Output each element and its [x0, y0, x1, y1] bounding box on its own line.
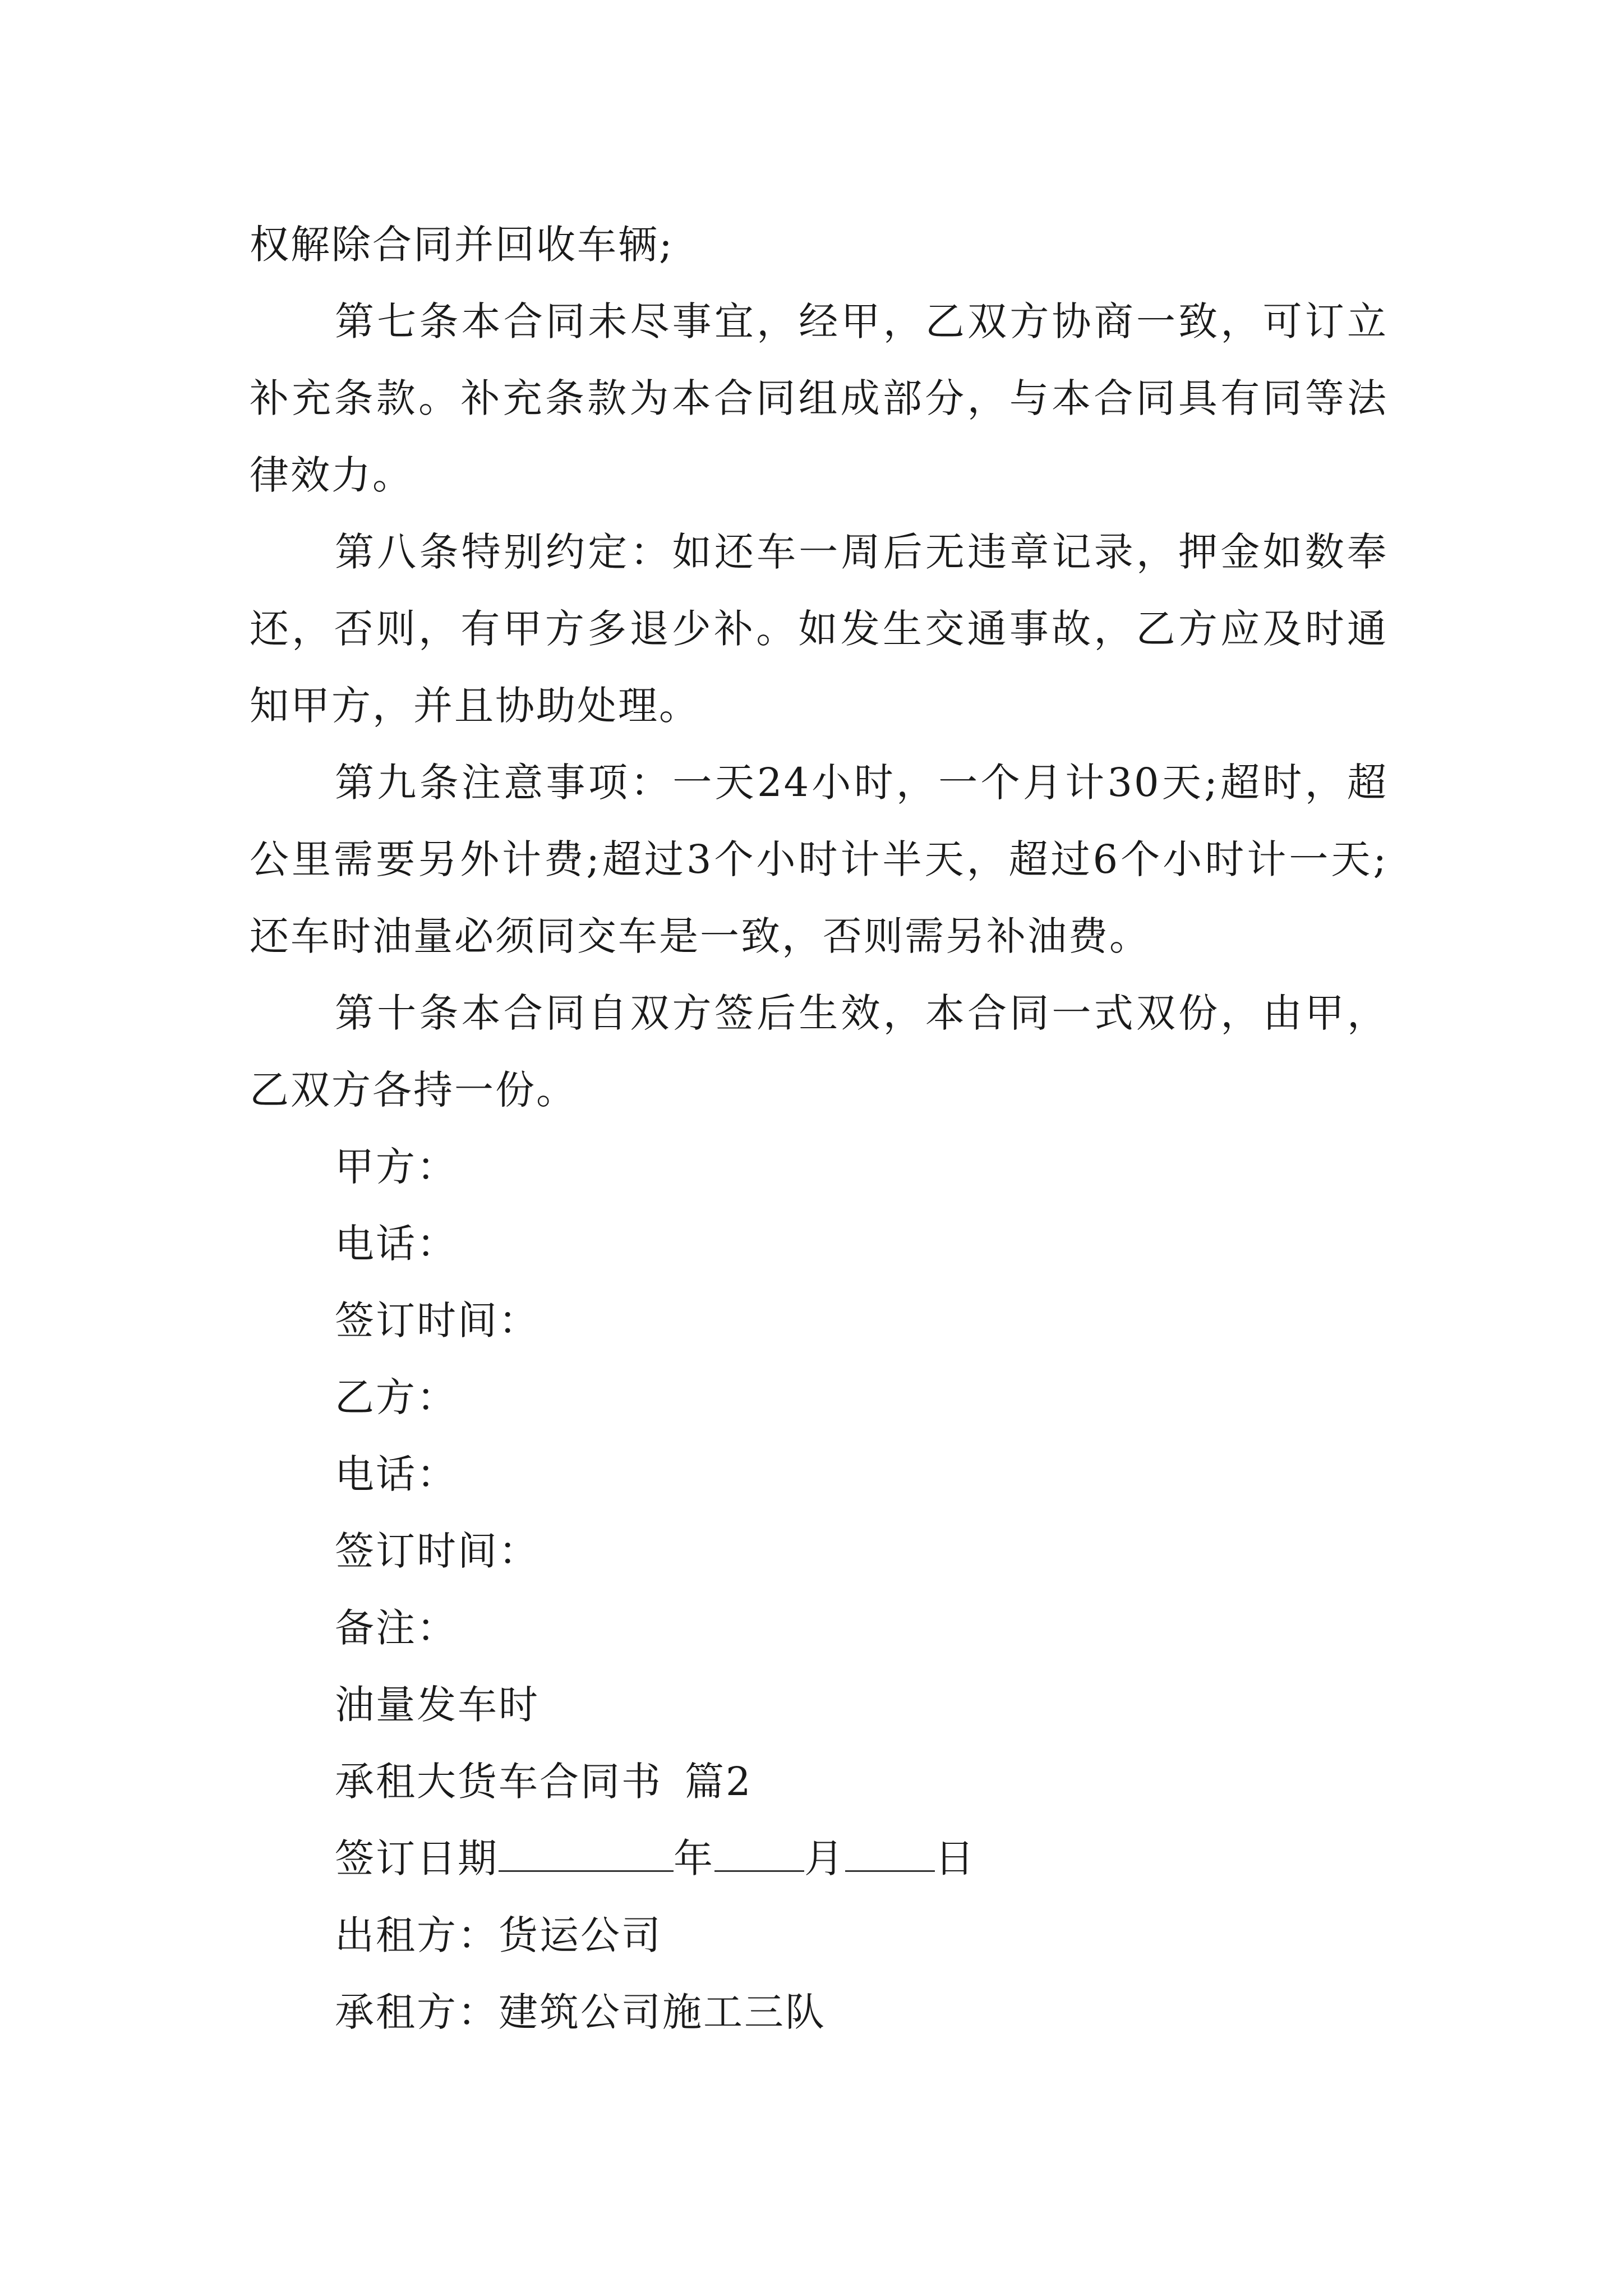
year-label: 年: [674, 1835, 714, 1881]
sign-date-label: 签订日期: [335, 1835, 499, 1881]
remarks-label: 备注：: [335, 1605, 458, 1651]
year-blank: [499, 1837, 674, 1872]
day-label: 日: [935, 1835, 976, 1881]
paragraph-article-10: 第十条本合同自双方签后生效，本合同一式双份，由甲，乙双方各持一份。: [250, 990, 1388, 1113]
party-a-label: 甲方：: [335, 1144, 458, 1190]
party-b-label: 乙方：: [335, 1374, 458, 1420]
document-body: [250, 206, 1388, 2051]
party-a-sign-time-label: 签订时间：: [335, 1297, 540, 1343]
section-2-heading: [250, 1743, 1388, 1820]
month-blank: [714, 1837, 804, 1872]
lessor-line: 出租方：货运公司: [335, 1912, 662, 1958]
party-a-phone-label: 电话：: [335, 1221, 458, 1267]
paragraph-continuation: 权解除合同并回收车辆;: [250, 222, 674, 268]
section-2-article: 篇2: [685, 1759, 753, 1805]
section-2-title: 承租大货车合同书: [335, 1759, 662, 1805]
paragraph-article-7: 第七条本合同未尽事宜，经甲，乙双方协商一致，可订立补充条款。补充条款为本合同组成部分，与本合同具有同等法律效力。: [250, 298, 1388, 498]
paragraph-article-8: 第八条特别约定：如还车一周后无违章记录，押金如数奉还，否则，有甲方多退少补。如发生交通事故，乙方应及时通知甲方，并且协助处理。: [250, 529, 1388, 729]
fuel-note: 油量发车时: [335, 1682, 540, 1728]
sign-date-line: [250, 1820, 1388, 1897]
month-label: 月: [804, 1835, 845, 1881]
paragraph-article-9: 第九条注意事项：一天24小时，一个月计30天;超时，超公里需要另外计费;超过3个小时计半天，超过6个小时计一天;还车时油量必须同交车是一致，否则需另补油费。: [250, 760, 1388, 959]
lessee-line: 承租方：建筑公司施工三队: [335, 1989, 826, 2035]
day-blank: [845, 1837, 935, 1872]
party-b-phone-label: 电话：: [335, 1451, 458, 1497]
party-b-sign-time-label: 签订时间：: [335, 1528, 540, 1574]
